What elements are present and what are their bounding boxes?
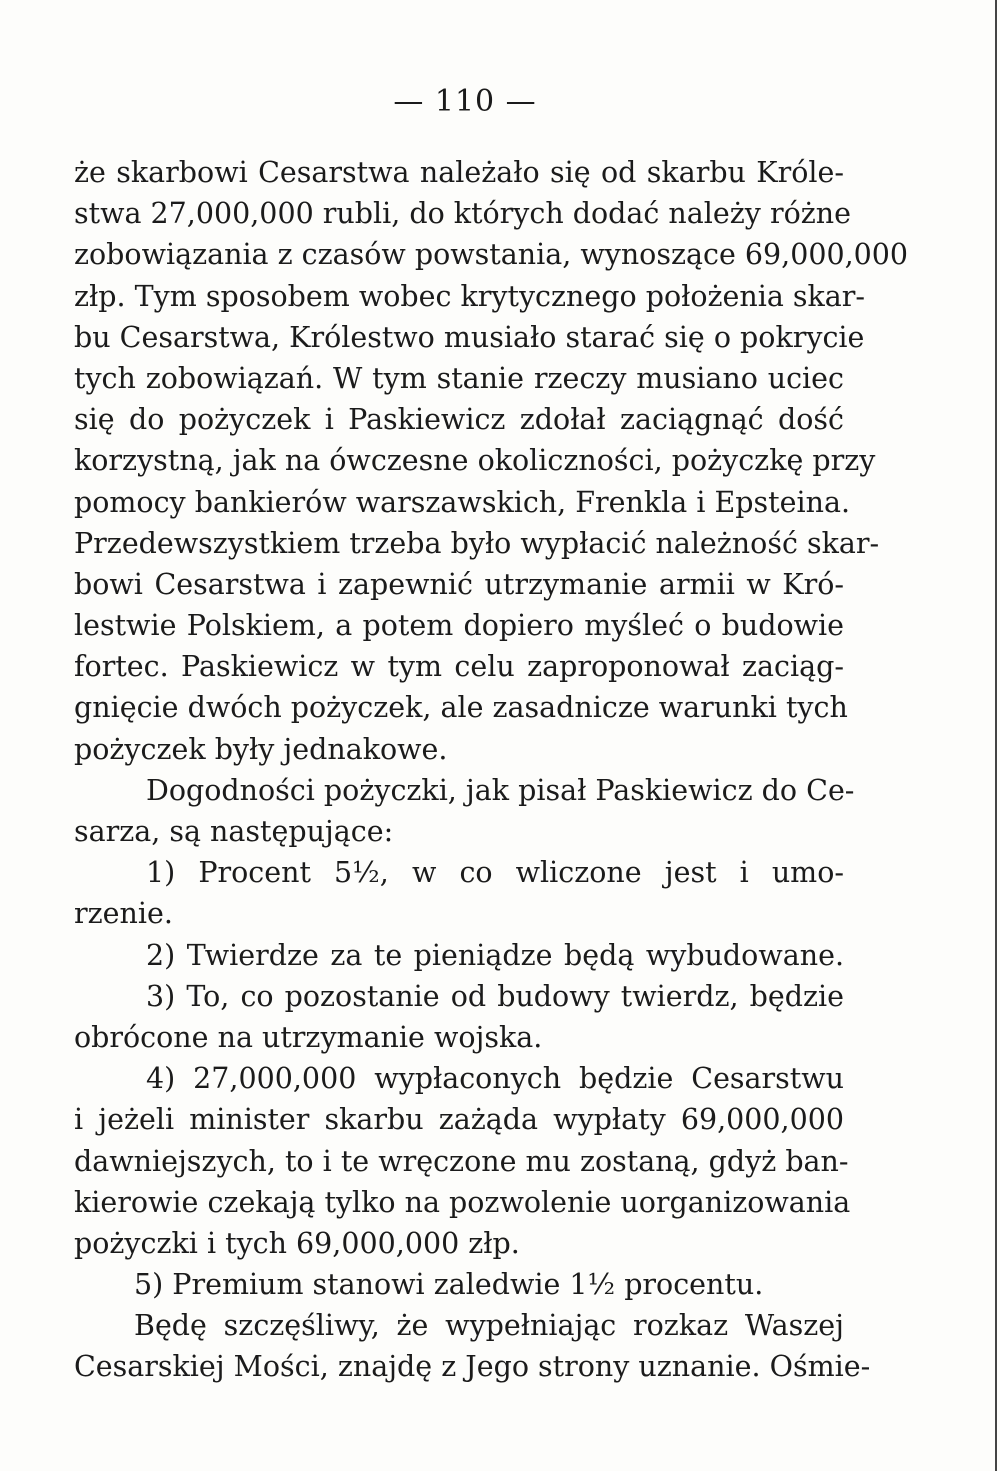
text-line: sarza, są następujące: xyxy=(74,815,394,848)
text-line: bu Cesarstwa, Królestwo musiało starać się o pokrycie xyxy=(74,320,865,354)
page-edge xyxy=(995,0,997,1471)
text-line: pomocy bankierów warszawskich, Frenkla i Epsteina. xyxy=(74,485,851,519)
text-line: obrócone na utrzymanie wojska. xyxy=(74,1020,543,1054)
text-line: rzenie. xyxy=(74,897,173,931)
text-line: zobowiązania z czasów powstania, wynoszące 69,000,000 xyxy=(74,238,909,272)
text-line: 5) Premium stanowi zaledwie 1½ procentu. xyxy=(134,1268,764,1302)
text-line: 4) 27,000,000 wypłaconych będzie Cesarstwu xyxy=(146,1062,844,1096)
body-text xyxy=(74,152,909,1388)
text-line: fortec. Paskiewicz w tym celu zaproponował zaciąg- xyxy=(74,650,844,684)
text-line: Będę szczęśliwy, że wypełniając rozkaz Waszej xyxy=(134,1309,844,1343)
text-line: że skarbowi Cesarstwa należało się od skarbu Króle- xyxy=(74,156,844,189)
text-line: 3) To, co pozostanie od budowy twierdz, będzie xyxy=(146,979,844,1013)
text-line: Przedewszystkiem trzeba było wypłacić należność skar- xyxy=(74,526,880,560)
text-line: stwa 27,000,000 rubli, do których dodać należy różne xyxy=(74,197,851,231)
page-number: — 110 — xyxy=(393,84,537,119)
text-line: złp. Tym sposobem wobec krytycznego położenia skar- xyxy=(74,279,866,313)
text-line: lestwie Polskiem, a potem dopiero myśleć o budowie xyxy=(74,609,844,643)
text-line: kierowie czekają tylko na pozwolenie uorganizowania xyxy=(74,1185,851,1219)
text-line: się do pożyczek i Paskiewicz zdołał zaciągnąć dość xyxy=(74,403,844,437)
text-line: i jeżeli minister skarbu zażąda wypłaty 69,000,000 xyxy=(74,1103,844,1137)
text-line: Cesarskiej Mości, znajdę z Jego strony uznanie. Ośmie- xyxy=(74,1350,871,1384)
text-line: bowi Cesarstwa i zapewnić utrzymanie armii w Kró- xyxy=(74,567,844,601)
text-line: korzystną, jak na ówczesne okoliczności, pożyczkę przy xyxy=(74,444,876,478)
text-line: pożyczki i tych 69,000,000 złp. xyxy=(74,1226,520,1260)
text-line: 1) Procent 5½, w co wliczone jest i umo- xyxy=(146,856,844,890)
text-line: Dogodności pożyczki, jak pisał Paskiewicz do Ce- xyxy=(146,773,855,807)
text-line: tych zobowiązań. W tym stanie rzeczy musiano uciec xyxy=(74,361,844,395)
text-line: gnięcie dwóch pożyczek, ale zasadnicze warunki tych xyxy=(74,691,848,725)
text-line: 2) Twierdze za te pieniądze będą wybudowane. xyxy=(146,938,844,972)
text-line: pożyczek były jednakowe. xyxy=(74,732,448,766)
text-line: dawniejszych, to i te wręczone mu zostaną, gdyż ban- xyxy=(74,1144,849,1178)
